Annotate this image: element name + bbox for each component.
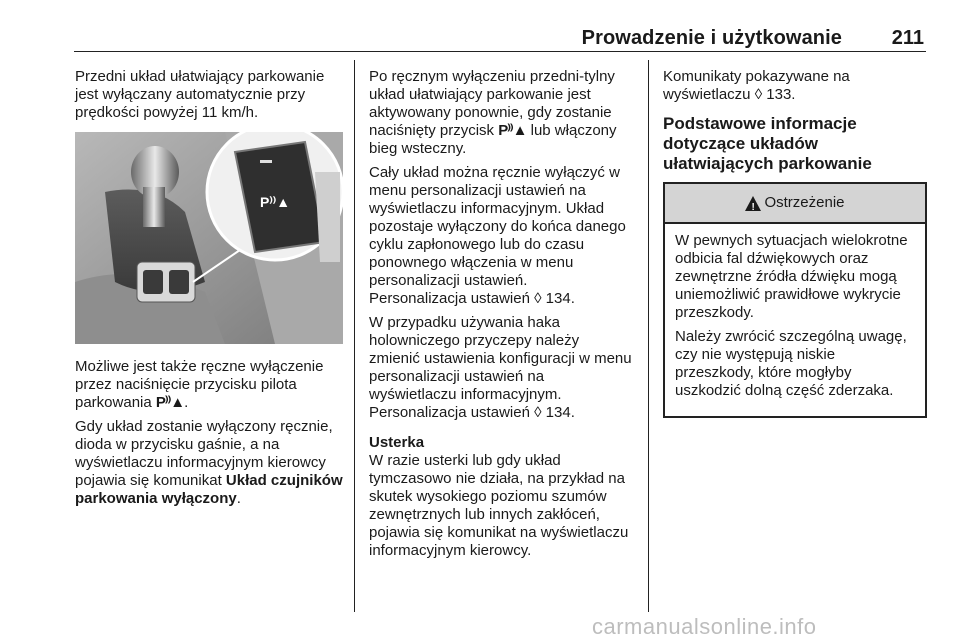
fault-section <box>369 434 633 560</box>
chapter-title: Prowadzenie i użytkowanie <box>581 27 842 49</box>
intro-paragraph: Przedni układ ułatwiający parkowanie jest wyłączany automatycznie przy prędkości powyżej 11 km/h. <box>75 68 325 121</box>
fault-text: W razie usterki lub gdy układ tymczasowo nie działa, na przykład na skutek wysokiego poziomu szumów zewnętrznych lub innych zakłóceń, pojawia się komunikat na wyświetlaczu informacyjnym kierowcy. <box>369 452 629 559</box>
section-title: Podstawowe informacje dotyczące układów ułatwiających parkowanie <box>663 114 872 173</box>
watermark: carmanualsonline.info <box>592 614 817 639</box>
warning-body <box>665 224 925 416</box>
warning-title: Ostrzeżenie <box>764 194 845 211</box>
trailer-paragraph: W przypadku używania haka holowniczego przyczepy należy zmienić ustawienia konfiguracji w menu personalizacji ustawień na wyświetlaczu informacyjnym. Personalizacja ustawień ◊ 134. <box>369 314 632 421</box>
disabled-message: Układ czujników parkowania wyłączony <box>75 472 343 507</box>
fault-heading: Usterka <box>369 434 425 451</box>
park-pilot-icon: P⁾⁾▲ <box>498 122 527 139</box>
messages-reference: Komunikaty pokazywane na wyświetlaczu ◊ 133. <box>663 68 850 103</box>
page-number: 211 <box>891 27 924 49</box>
console-illustration <box>75 132 343 344</box>
warning-paragraph-2: Należy zwrócić szczególną uwagę, czy nie występują niskie przeszkody, które mogłyby uszkodzić dolną część zderzaka. <box>675 328 907 399</box>
warning-paragraph-1: W pewnych sytuacjach wielokrotne odbicia fal dźwiękowych oraz zewnętrzne źródła dźwięku mogą uniemożliwić prawidłowe wykrycie przeszkody. <box>675 232 908 321</box>
manual-disable-paragraph: Możliwe jest także ręczne wyłączenie przez naciśnięcie przycisku pilota parkowania P⁾⁾▲. <box>75 358 324 411</box>
warning-box <box>663 182 927 418</box>
warning-icon: ! <box>745 196 761 211</box>
warning-header <box>665 184 925 224</box>
page-header <box>0 0 960 52</box>
column-2 <box>369 68 633 566</box>
column-divider-left <box>354 60 355 612</box>
parking-button-photo <box>75 132 343 344</box>
column-3 <box>663 68 927 418</box>
column-1 <box>75 68 343 514</box>
page-reference[interactable]: Personalizacja ustawień ◊ 134. <box>369 290 575 307</box>
page-reference[interactable]: Personalizacja ustawień ◊ 134. <box>369 404 575 421</box>
disabled-message-paragraph: Gdy układ zostanie wyłączony ręcznie, dioda w przycisku gaśnie, a na wyświetlaczu informacyjnym kierowcy pojawia się komunikat Układ czujników parkowania wyłączony. <box>75 418 343 507</box>
personalization-paragraph: Cały układ można ręcznie wyłączyć w menu personalizacji ustawień na wyświetlaczu informacyjnym. Układ pozostaje wyłączony do końca danego cyklu zapłonowego lub do czasu ponownego włączenia w menu personalizacji ustawień. Personalizacja ustawień ◊ 134. <box>369 164 626 307</box>
park-pilot-icon: P⁾⁾▲ <box>155 394 185 411</box>
header-divider <box>74 51 926 52</box>
reactivation-paragraph: Po ręcznym wyłączeniu przedni-tylny układ ułatwiający parkowanie jest aktywowany ponownie, gdy zostanie naciśnięty przycisk P⁾⁾▲ lub włączony bieg wsteczny. <box>369 68 617 157</box>
column-divider-right <box>648 60 649 612</box>
svg-text:P⁾⁾▲: P⁾⁾▲ <box>260 194 291 210</box>
